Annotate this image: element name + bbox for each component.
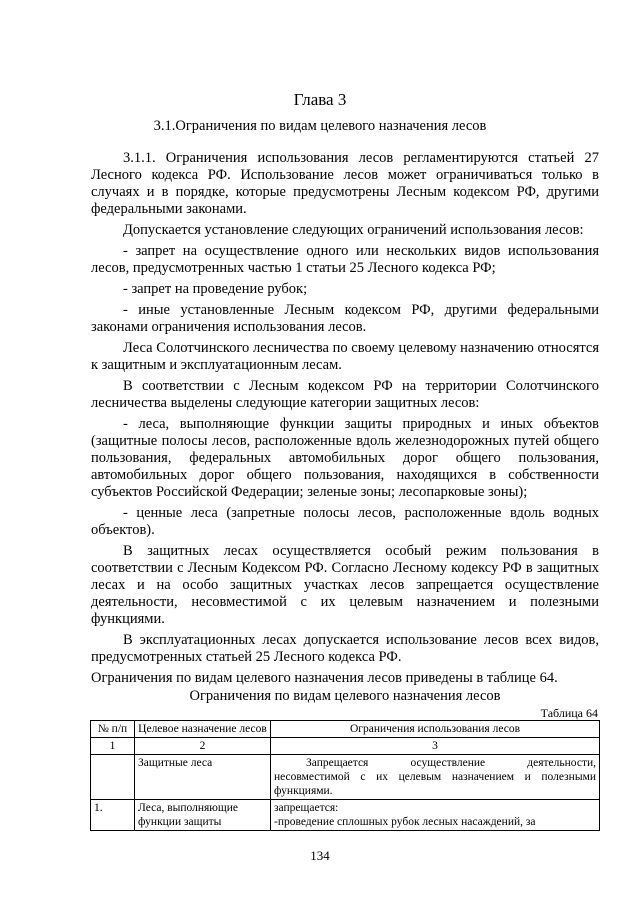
table-row (91, 755, 600, 800)
colnum-cell: 3 (271, 738, 600, 755)
cell-num (91, 755, 135, 800)
list-item: - иные установленные Лесным кодексом РФ, другими федеральными законами ограничения использования лесов. (91, 302, 599, 335)
list-item: - запрет на проведение рубок; (123, 281, 308, 297)
restrictions-table (90, 720, 600, 831)
cell-num: 1. (91, 800, 135, 831)
cell-restriction: запрещается: -проведение сплошных рубок лесных насаждений, за (271, 800, 600, 831)
section-title: 3.1.Ограничения по видам целевого назначения лесов (153, 118, 487, 134)
paragraph: Леса Солотчинского лесничества по своему целевому назначению относятся к защитным и эксплуатационным лесам. (91, 340, 599, 373)
chapter-title: Глава 3 (293, 90, 347, 109)
list-item: - ценные леса (запретные полосы лесов, расположенные вдоль водных объектов). (91, 505, 599, 538)
table-caption: Ограничения по видам целевого назначения лесов (189, 688, 501, 704)
colnum-cell: 1 (91, 738, 135, 755)
table-header-row (91, 721, 600, 738)
table-number: Таблица 64 (540, 706, 598, 720)
list-item: - леса, выполняющие функции защиты природных и иных объектов (защитные полосы лесов, расположенные вдоль железнодорожных путей общего пользования, федеральных автомобильных дорог общего пользования, автомобильных дорог общего пользования, находящихся в собственности субъектов Российской Федерации; зеленые зоны; лесопарковые зоны); (91, 416, 599, 500)
table-colnum-row (91, 738, 600, 755)
paragraph: В соответствии с Лесным кодексом РФ на территории Солотчинского лесничества выделены следующие категории защитных лесов: (91, 378, 599, 411)
cell-purpose: Защитные леса (135, 755, 271, 800)
paragraph: Ограничения по видам целевого назначения лесов приведены в таблице 64. (91, 670, 558, 686)
header-cell-purpose: Целевое назначение лесов (135, 721, 271, 738)
page-number: 134 (310, 848, 330, 863)
colnum-cell: 2 (135, 738, 271, 755)
paragraph: В защитных лесах осуществляется особый режим пользования в соответствии с Лесным Кодексом РФ. Согласно Лесному кодексу РФ в защитных лесах и на особо защитных участках лесов запрещается осуществление деятельности, несовместимой с их целевым назначением и полезными функциями. (91, 543, 599, 627)
paragraph: В эксплуатационных лесах допускается использование лесов всех видов, предусмотренных статьей 25 Лесного кодекса РФ. (91, 632, 599, 665)
paragraph: 3.1.1. Ограничения использования лесов регламентируются статьей 27 Лесного кодекса РФ. Использование лесов может ограничиваться только в случаях и в порядке, которые предусмотрены Лесным кодексом РФ, другими федеральными законами. (91, 150, 599, 217)
body-text (91, 150, 599, 691)
cell-restriction: Запрещается осуществление деятельности, несовместимой с их целевым назначением и полезными функциями. (271, 755, 600, 800)
header-cell-num: № п/п (91, 721, 135, 738)
paragraph: Допускается установление следующих ограничений использования лесов: (123, 222, 584, 238)
header-cell-restrictions: Ограничения использования лесов (271, 721, 600, 738)
cell-purpose: Леса, выполняющие функции защиты (135, 800, 271, 831)
list-item: - запрет на осуществление одного или нескольких видов использования лесов, предусмотренных частью 1 статьи 25 Лесного кодекса РФ; (91, 243, 599, 276)
table-row (91, 800, 600, 831)
